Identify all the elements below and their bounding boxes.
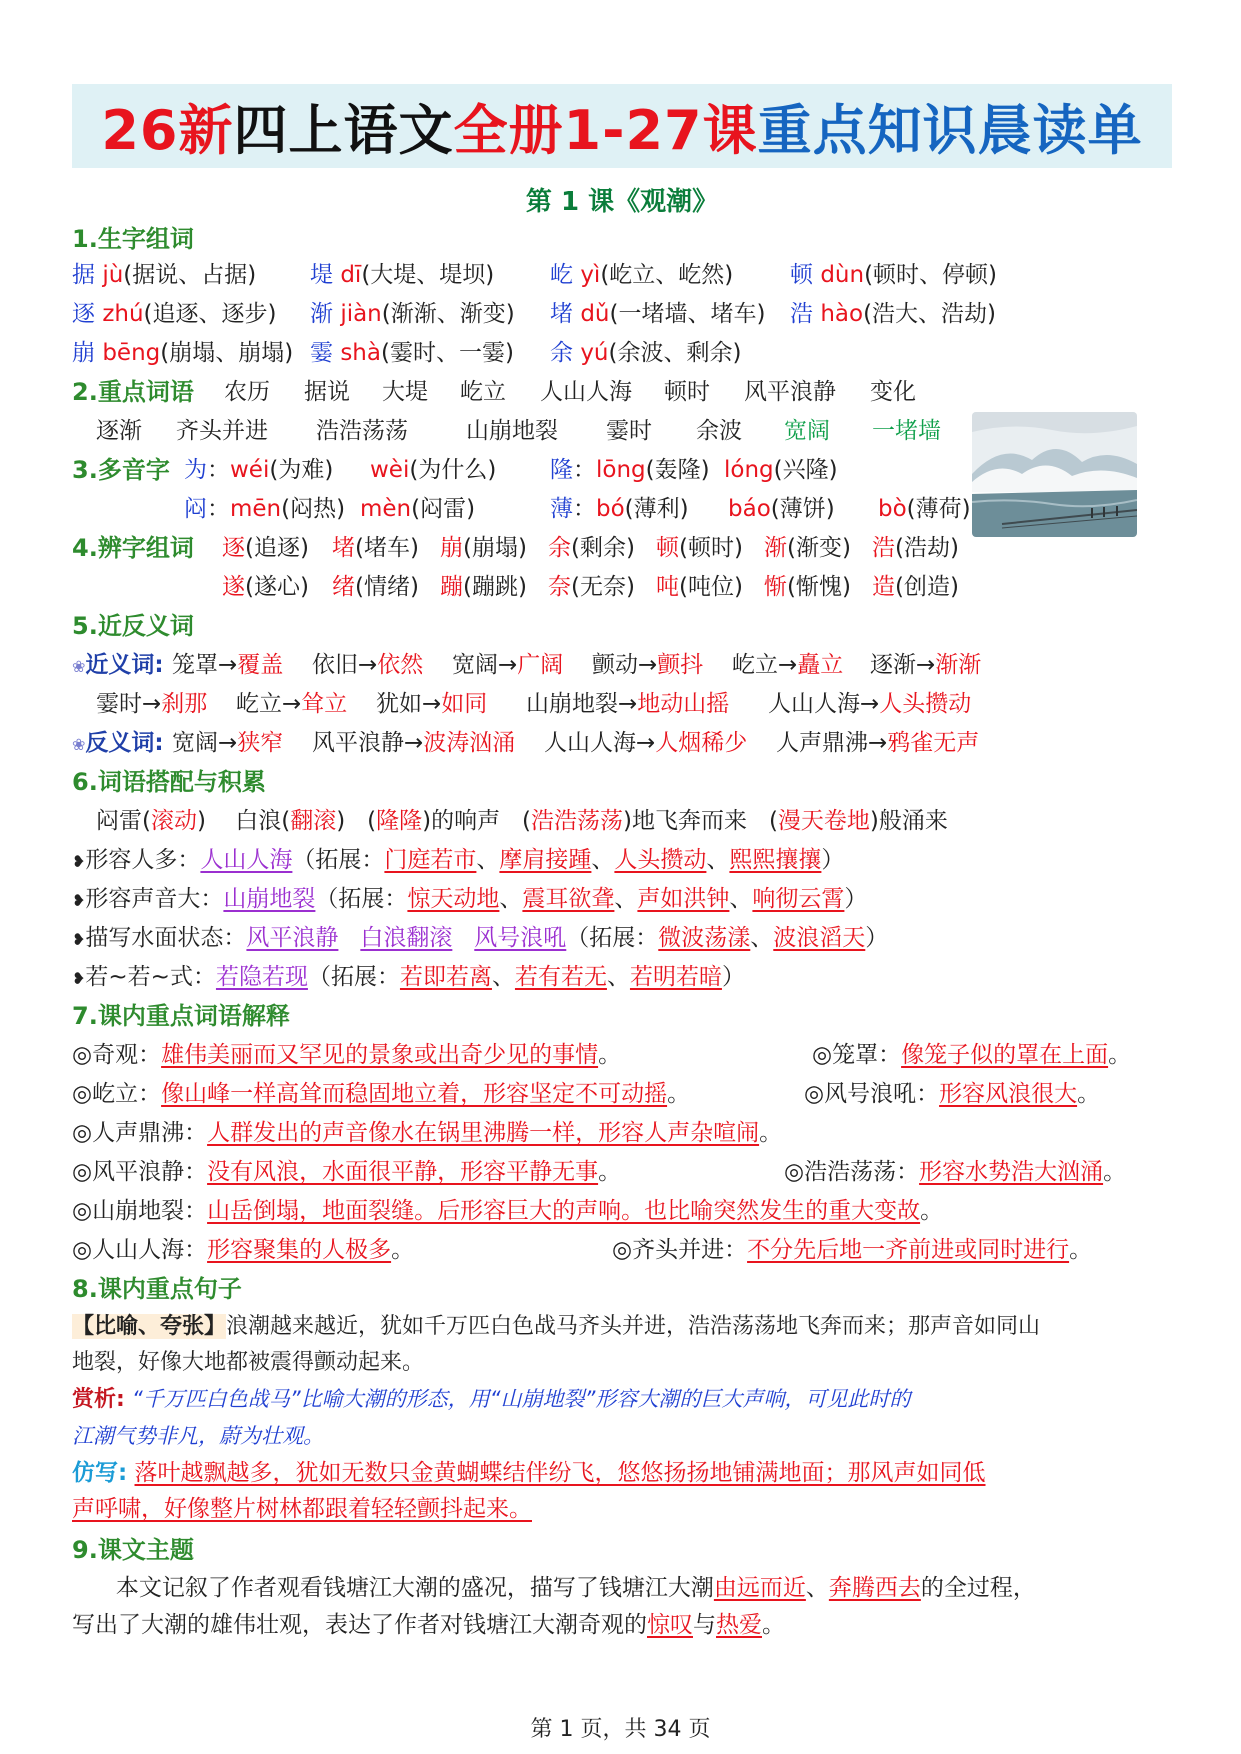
polyphone-row-1: 3.多音字 为：wéi(为难) wèi(为什么) 隆：lōng(轰隆) lóng(兴隆) xyxy=(72,451,1172,490)
key-word: 人山人海 xyxy=(540,379,632,405)
distinguish-char: 渐 xyxy=(764,535,787,561)
vocab-pinyin: jù xyxy=(102,262,124,288)
colloc-red: 漫天卷地 xyxy=(777,808,870,834)
explanation-row: ◎奇观：雄伟美丽而又罕见的景象或出奇少见的事情。 ◎笼罩：像笼子似的罩在上面。 xyxy=(72,1042,1132,1068)
colloc-text: )地飞奔而来 xyxy=(623,808,747,834)
synonym-word: 依旧 xyxy=(312,652,358,678)
synonym-target: 渐渐 xyxy=(935,652,982,678)
key-word: 顿时 xyxy=(664,379,710,405)
vocab-words: (一堵墙、堵车) xyxy=(609,301,766,327)
distinguish-word: (堵车) xyxy=(355,535,419,561)
polyphone-word: (薄荷) xyxy=(906,496,971,522)
synonym-target: 如同 xyxy=(441,691,488,717)
section-6-heading: 6.词语搭配与积累 xyxy=(72,768,266,796)
vocab-pinyin: jiàn xyxy=(340,301,382,327)
key-word-green: 宽阔 xyxy=(784,418,830,444)
explain-def: 像笼子似的罩在上面 xyxy=(901,1042,1109,1068)
polyphone-word: (轰隆) xyxy=(645,457,710,483)
appreciation xyxy=(72,1381,1172,1455)
explain-term: ◎风号浪吼： xyxy=(804,1081,940,1107)
distinguish-char: 余 xyxy=(548,535,571,561)
colloc-text: ) xyxy=(336,808,346,834)
accum-end: ） xyxy=(844,886,868,912)
explain-def: 形容水势浩大汹涌 xyxy=(919,1159,1104,1185)
distinguish-word: (追逐) xyxy=(245,535,309,561)
accum-ext: 熙熙攘攘 xyxy=(729,847,822,873)
polyphone-pinyin: báo xyxy=(728,496,771,522)
imitation xyxy=(72,1455,1172,1527)
accum-main: 风平浪静 xyxy=(246,925,339,951)
accum-ext: 波浪滔天 xyxy=(773,925,866,951)
explain-def: 不分先后地一齐前进或同时进行 xyxy=(747,1237,1070,1263)
vocab-words: (据说、占据) xyxy=(123,262,257,288)
polyphone-word: (兴隆) xyxy=(773,457,838,483)
vocab-pinyin: dùn xyxy=(820,262,865,288)
section-5-heading: 5.近反义词 xyxy=(72,612,194,640)
synonym-label: 近义词: xyxy=(85,652,164,678)
distinguish-word: (剩余) xyxy=(571,535,635,561)
explain-term: ◎人山人海： xyxy=(72,1237,208,1263)
explain-def: 形容风浪很大 xyxy=(939,1081,1078,1107)
polyphone-row-2: 闷：mēn(闷热) mèn(闷雷) 薄：bó(薄利) báo(薄饼) bò(薄荷) xyxy=(184,496,971,522)
key-word-green: 一堵墙 xyxy=(872,418,941,444)
synonym-word: 颤动 xyxy=(592,652,638,678)
polyphone-word: (薄利) xyxy=(624,496,689,522)
vocab-char: 渐 xyxy=(310,301,333,327)
theme-key: 由远而近 xyxy=(713,1575,806,1601)
vocab-pinyin: yì xyxy=(580,262,601,288)
imitation-label: 仿写: xyxy=(72,1460,128,1486)
lesson-title: 第 1 课《观潮》 xyxy=(525,187,719,217)
title-part3: 全册1-27课 xyxy=(453,98,758,162)
explain-term: ◎人声鼎沸： xyxy=(72,1120,208,1146)
accum-ext-label: （拓展： xyxy=(292,847,385,873)
polyphone-word: (为什么) xyxy=(409,457,497,483)
synonym-target: 覆盖 xyxy=(237,652,284,678)
tide-illustration xyxy=(972,412,1137,537)
explain-term: ◎屹立： xyxy=(72,1081,162,1107)
vocab-pinyin: dǔ xyxy=(580,301,610,327)
vocab-row-2 xyxy=(72,295,1172,334)
accum-ext-label: （拓展： xyxy=(307,964,400,990)
vocab-pinyin: shà xyxy=(340,340,381,366)
vocab-char: 余 xyxy=(550,340,573,366)
vocab-char: 顿 xyxy=(790,262,813,288)
vocab-char: 屹 xyxy=(550,262,573,288)
key-word: 农历 xyxy=(224,379,270,405)
accum-ext: 响彻云霄 xyxy=(752,886,845,912)
theme-text: 、 xyxy=(805,1575,829,1601)
vocab-pinyin: dī xyxy=(340,262,362,288)
distinguish-word: (无奈) xyxy=(571,574,635,600)
antonym-row: ❀反义词: 宽阔→狭窄 风平浪静→波涛汹涌 人山人海→人烟稀少 人声鼎沸→鸦雀无声 xyxy=(72,730,980,756)
accum-pattern: ❥若~若~式：若隐若现（拓展：若即若离、若有若无、若明若暗） xyxy=(72,964,745,990)
accum-label: 若~若~式： xyxy=(85,964,216,990)
distinguish-char: 造 xyxy=(872,574,895,600)
polyphone-pinyin: bó xyxy=(596,496,625,522)
colloc-text: 白浪( xyxy=(235,808,291,834)
section-1-heading: 1.生字组词 xyxy=(72,225,194,253)
polyphone-char: 隆 xyxy=(550,457,573,483)
distinguish-char: 浩 xyxy=(872,535,895,561)
explanation-row: ◎屹立：像山峰一样高耸而稳固地立着，形容坚定不可动摇。 ◎风号浪吼：形容风浪很大。 xyxy=(72,1081,1101,1107)
page-footer: 第 1 页，共 34 页 xyxy=(530,1717,711,1742)
vocab-words: (追逐、逐步) xyxy=(143,301,277,327)
key-word: 风平浪静 xyxy=(744,379,836,405)
synonym-word: 霎时 xyxy=(96,691,142,717)
synonym-word: 屹立 xyxy=(236,691,282,717)
vocab-row-1 xyxy=(72,256,1172,295)
vocab-char: 堤 xyxy=(310,262,333,288)
distinguish-word: (渐变) xyxy=(787,535,851,561)
polyphone-pinyin: bò xyxy=(878,496,907,522)
explain-def: 山岳倒塌，地面裂缝。后形容巨大的声响。也比喻突然发生的重大变故 xyxy=(207,1198,921,1224)
polyphone-pinyin: wèi xyxy=(370,457,410,483)
accum-many-people: ❥形容人多：人山人海（拓展：门庭若市、摩肩接踵、人头攒动、熙熙攘攘） xyxy=(72,847,845,873)
vocab-pinyin: bēng xyxy=(102,340,161,366)
key-word: 大堤 xyxy=(382,379,428,405)
synonym-word: 人山人海 xyxy=(768,691,860,717)
vocab-words: (浩大、浩劫) xyxy=(863,301,997,327)
distinguish-char: 逐 xyxy=(222,535,245,561)
antonym-word: 宽阔 xyxy=(172,730,218,756)
explanation-row: ◎风平浪静：没有风浪，水面很平静，形容平静无事。 ◎浩浩荡荡：形容水势浩大汹涌。 xyxy=(72,1159,1127,1185)
synonym-word: 山崩地裂 xyxy=(526,691,618,717)
colloc-text: ) xyxy=(196,808,206,834)
page xyxy=(72,84,1172,1644)
accum-ext: 声如洪钟 xyxy=(637,886,730,912)
distinguish-char: 蹦 xyxy=(440,574,463,600)
colloc-red: 浩浩荡荡 xyxy=(531,808,624,834)
colloc-text: ( xyxy=(768,808,778,834)
antonym-target: 狭窄 xyxy=(237,730,284,756)
accum-main: 风号浪吼 xyxy=(474,925,567,951)
distinguish-row-2 xyxy=(72,568,1172,607)
antonym-target: 鸦雀无声 xyxy=(887,730,980,756)
synonym-target: 颤抖 xyxy=(657,652,704,678)
explain-def: 雄伟美丽而又罕见的景象或出奇少见的事情 xyxy=(161,1042,599,1068)
explain-term: ◎浩浩荡荡： xyxy=(784,1159,920,1185)
vocab-char: 堵 xyxy=(550,301,573,327)
distinguish-word: (创造) xyxy=(895,574,959,600)
theme-text: 与 xyxy=(693,1612,716,1638)
explanation-row: ◎人声鼎沸：人群发出的声音像水在锅里沸腾一样，形容人声杂喧闹。 xyxy=(72,1120,783,1146)
accum-ext: 震耳欲聋 xyxy=(522,886,615,912)
synonym-target: 耸立 xyxy=(301,691,348,717)
distinguish-char: 吨 xyxy=(656,574,679,600)
accum-ext-label: （拓展： xyxy=(566,925,659,951)
vocab-char: 浩 xyxy=(790,301,813,327)
distinguish-word: (情绪) xyxy=(355,574,419,600)
accum-end: ） xyxy=(821,847,845,873)
imitation-text: 声呼啸，好像整片树林都跟着轻轻颤抖起来。 xyxy=(72,1496,532,1522)
accum-end: ） xyxy=(721,964,745,990)
tide-illustration-svg xyxy=(972,412,1137,537)
sentence-text: 地裂，好像大地都被震得颤动起来。 xyxy=(72,1350,425,1375)
title-banner xyxy=(72,84,1172,168)
colloc-text: 闷雷( xyxy=(96,808,151,834)
explain-def: 像山峰一样高耸而稳固地立着，形容坚定不可动摇 xyxy=(161,1081,668,1107)
polyphone-char: 为 xyxy=(184,457,207,483)
polyphone-word: (闷热) xyxy=(281,496,346,522)
imitation-text: 落叶越飘越多，犹如无数只金黄蝴蝶结伴纷飞，悠悠扬扬地铺满地面；那风声如同低 xyxy=(134,1460,986,1486)
synonym-target: 人头攒动 xyxy=(879,691,972,717)
key-word: 山崩地裂 xyxy=(466,418,558,444)
vocab-words: (霎时、一霎) xyxy=(380,340,514,366)
explain-def: 人群发出的声音像水在锅里沸腾一样，形容人声杂喧闹 xyxy=(207,1120,760,1146)
explain-term: ◎奇观： xyxy=(72,1042,162,1068)
accum-ext: 微波荡漾 xyxy=(658,925,751,951)
theme-key: 奔腾西去 xyxy=(828,1575,921,1601)
accum-ext-label: （拓展： xyxy=(315,886,408,912)
distinguish-char: 顿 xyxy=(656,535,679,561)
distinguish-char: 堵 xyxy=(332,535,355,561)
theme-text: 的全过程， xyxy=(920,1575,1036,1601)
explain-term: ◎齐头并进： xyxy=(612,1237,748,1263)
bullet-icon: ❥ xyxy=(72,969,86,988)
synonym-word: 宽阔 xyxy=(452,652,498,678)
polyphone-word: (闷雷) xyxy=(411,496,476,522)
distinguish-char: 绪 xyxy=(332,574,355,600)
synonym-word: 屹立 xyxy=(732,652,778,678)
distinguish-word: (蹦跳) xyxy=(463,574,527,600)
accum-sound: ❥形容声音大：山崩地裂（拓展：惊天动地、震耳欲聋、声如洪钟、响彻云霄） xyxy=(72,886,868,912)
polyphone-word: (为难) xyxy=(269,457,334,483)
key-word: 屹立 xyxy=(460,379,506,405)
distinguish-char: 遂 xyxy=(222,574,245,600)
vocab-pinyin: yú xyxy=(580,340,609,366)
synonym-row-2: 霎时→刹那 屹立→耸立 犹如→如同 山崩地裂→地动山摇 人山人海→人头攒动 xyxy=(96,691,972,717)
synonym-target: 刹那 xyxy=(161,691,208,717)
accum-main: 若隐若现 xyxy=(215,964,308,990)
explanation-row: ◎山崩地裂：山岳倒塌，地面裂缝。后形容巨大的声响。也比喻突然发生的重大变故。 xyxy=(72,1198,944,1224)
polyphone-char: 薄 xyxy=(550,496,573,522)
antonym-target: 波涛汹涌 xyxy=(423,730,516,756)
synonym-word: 犹如 xyxy=(376,691,422,717)
polyphone-pinyin: lóng xyxy=(724,457,774,483)
distinguish-word: (浩劫) xyxy=(895,535,959,561)
antonym-word: 人山人海 xyxy=(544,730,636,756)
appreciation-label: 赏析: xyxy=(72,1387,125,1412)
polyphone-char: 闷 xyxy=(184,496,207,522)
accum-water: ❥描写水面状态：风平浪静 白浪翻滚 风号浪吼（拓展：微波荡漾、波浪滔天） xyxy=(72,925,889,951)
distinguish-word: (顿时) xyxy=(679,535,743,561)
polyphone-pinyin: mèn xyxy=(360,496,412,522)
theme-key: 惊叹 xyxy=(647,1612,693,1638)
accum-main: 白浪翻滚 xyxy=(360,925,453,951)
colloc-red: 隆隆 xyxy=(376,808,423,834)
explain-term: ◎笼罩： xyxy=(812,1042,902,1068)
appreciation-text: 江潮气势非凡，蔚为壮观。 xyxy=(72,1424,324,1448)
antonym-word: 人声鼎沸 xyxy=(776,730,868,756)
vocab-char: 崩 xyxy=(72,340,95,366)
vocab-words: (渐渐、渐变) xyxy=(381,301,515,327)
accum-label: 描写水面状态： xyxy=(85,925,247,951)
theme-text: 写出了大潮的雄伟壮观，表达了作者对钱塘江大潮奇观的 xyxy=(72,1612,647,1638)
explain-def: 形容聚集的人极多 xyxy=(207,1237,392,1263)
key-word: 齐头并进 xyxy=(176,418,268,444)
antonym-target: 人烟稀少 xyxy=(655,730,748,756)
bullet-icon: ❥ xyxy=(72,852,86,871)
vocab-words: (崩塌、崩塌) xyxy=(160,340,294,366)
accum-ext: 惊天动地 xyxy=(407,886,500,912)
accum-ext: 若有若无 xyxy=(514,964,607,990)
appreciation-text: “千万匹白色战马”比喻大潮的形态，用“山崩地裂”形容大潮的巨大声响，可见此时的 xyxy=(131,1387,911,1411)
key-word: 余波 xyxy=(696,418,742,444)
vocab-words: (大堤、堤坝) xyxy=(361,262,495,288)
distinguish-word: (遂心) xyxy=(245,574,309,600)
colloc-text: ( xyxy=(367,808,377,834)
title-part1: 26新 xyxy=(101,98,234,162)
key-sentence xyxy=(72,1309,1172,1381)
synonym-target: 矗立 xyxy=(797,652,844,678)
accum-main: 山崩地裂 xyxy=(223,886,316,912)
accum-ext: 门庭若市 xyxy=(384,847,477,873)
bullet-icon: ❥ xyxy=(72,891,86,910)
vocab-pinyin: hào xyxy=(820,301,864,327)
synonym-word: 笼罩 xyxy=(172,652,218,678)
synonym-target: 依然 xyxy=(377,652,424,678)
colloc-text: )的响声 xyxy=(422,808,501,834)
theme-paragraph xyxy=(72,1570,1172,1644)
sentence-text: 浪潮越来越近，犹如千万匹白色战马齐头并进，浩浩荡荡地飞奔而来；那声音如同山 xyxy=(226,1314,1041,1339)
theme-text: 。 xyxy=(762,1612,785,1638)
accum-label: 形容人多： xyxy=(85,847,201,873)
key-word: 逐渐 xyxy=(96,418,142,444)
synonym-target: 广阔 xyxy=(517,652,564,678)
vocab-char: 霎 xyxy=(310,340,333,366)
colloc-text: ( xyxy=(522,808,532,834)
polyphone-pinyin: wéi xyxy=(230,457,270,483)
colloc-text: )般涌来 xyxy=(869,808,948,834)
polyphone-pinyin: lōng xyxy=(596,457,646,483)
key-words-row-1 xyxy=(72,373,1172,412)
synonym-target: 地动山摇 xyxy=(637,691,730,717)
section-2-heading: 2.重点词语 xyxy=(72,378,194,406)
vocab-char: 逐 xyxy=(72,301,95,327)
key-word: 变化 xyxy=(870,379,916,405)
distinguish-word: (崩塌) xyxy=(463,535,527,561)
vocab-words: (余波、剩余) xyxy=(608,340,742,366)
distinguish-char: 惭 xyxy=(764,574,787,600)
sentence-tag: 【比喻、夸张】 xyxy=(72,1314,227,1339)
explain-def: 没有风浪，水面很平静，形容平静无事 xyxy=(207,1159,599,1185)
section-7-heading: 7.课内重点词语解释 xyxy=(72,1002,290,1030)
section-4-heading: 4.辨字组词 xyxy=(72,534,194,562)
colloc-red: 翻滚 xyxy=(290,808,337,834)
key-word: 霎时 xyxy=(606,418,652,444)
distinguish-word: (吨位) xyxy=(679,574,743,600)
colloc-red: 滚动 xyxy=(150,808,197,834)
section-3-heading: 3.多音字 xyxy=(72,456,170,484)
antonym-label: 反义词: xyxy=(85,730,164,756)
collocation-line xyxy=(72,802,1172,841)
theme-key: 热爱 xyxy=(716,1612,762,1638)
distinguish-word: (惭愧) xyxy=(787,574,851,600)
vocab-char: 据 xyxy=(72,262,95,288)
synonym-row-1: ❀近义词: 笼罩→覆盖 依旧→依然 宽阔→广阔 颤动→颤抖 屹立→矗立 逐渐→渐渐 xyxy=(72,652,982,678)
vocab-words: (顿时、停顿) xyxy=(864,262,998,288)
vocab-words: (屹立、屹然) xyxy=(600,262,734,288)
polyphone-pinyin: mēn xyxy=(230,496,282,522)
theme-text: 本文记叙了作者观看钱塘江大潮的盛况，描写了钱塘江大潮 xyxy=(115,1575,714,1601)
polyphone-word: (薄饼) xyxy=(770,496,835,522)
antonym-word: 风平浪静 xyxy=(312,730,404,756)
bullet-icon: ❥ xyxy=(72,930,86,949)
distinguish-char: 崩 xyxy=(440,535,463,561)
accum-ext: 摩肩接踵 xyxy=(499,847,592,873)
title-part4: 重点知识晨读单 xyxy=(757,98,1143,162)
accum-main: 人山人海 xyxy=(200,847,293,873)
explain-term: ◎风平浪静： xyxy=(72,1159,208,1185)
explanation-row: ◎人山人海：形容聚集的人极多。 ◎齐头并进：不分先后地一齐前进或同时进行。 xyxy=(72,1237,1093,1263)
accum-end: ） xyxy=(865,925,889,951)
title-part2: 四上语文 xyxy=(233,98,454,162)
section-9-heading: 9.课文主题 xyxy=(72,1536,194,1564)
accum-ext: 若明若暗 xyxy=(629,964,722,990)
accum-label: 形容声音大： xyxy=(85,886,224,912)
accum-ext: 人头攒动 xyxy=(614,847,707,873)
key-word: 据说 xyxy=(304,379,350,405)
accum-ext: 若即若离 xyxy=(399,964,492,990)
explain-term: ◎山崩地裂： xyxy=(72,1198,208,1224)
key-word: 浩浩荡荡 xyxy=(316,418,408,444)
vocab-row-3 xyxy=(72,334,1172,373)
distinguish-char: 奈 xyxy=(548,574,571,600)
synonym-word: 逐渐 xyxy=(870,652,916,678)
vocab-pinyin: zhú xyxy=(102,301,144,327)
section-8-heading: 8.课内重点句子 xyxy=(72,1275,242,1303)
